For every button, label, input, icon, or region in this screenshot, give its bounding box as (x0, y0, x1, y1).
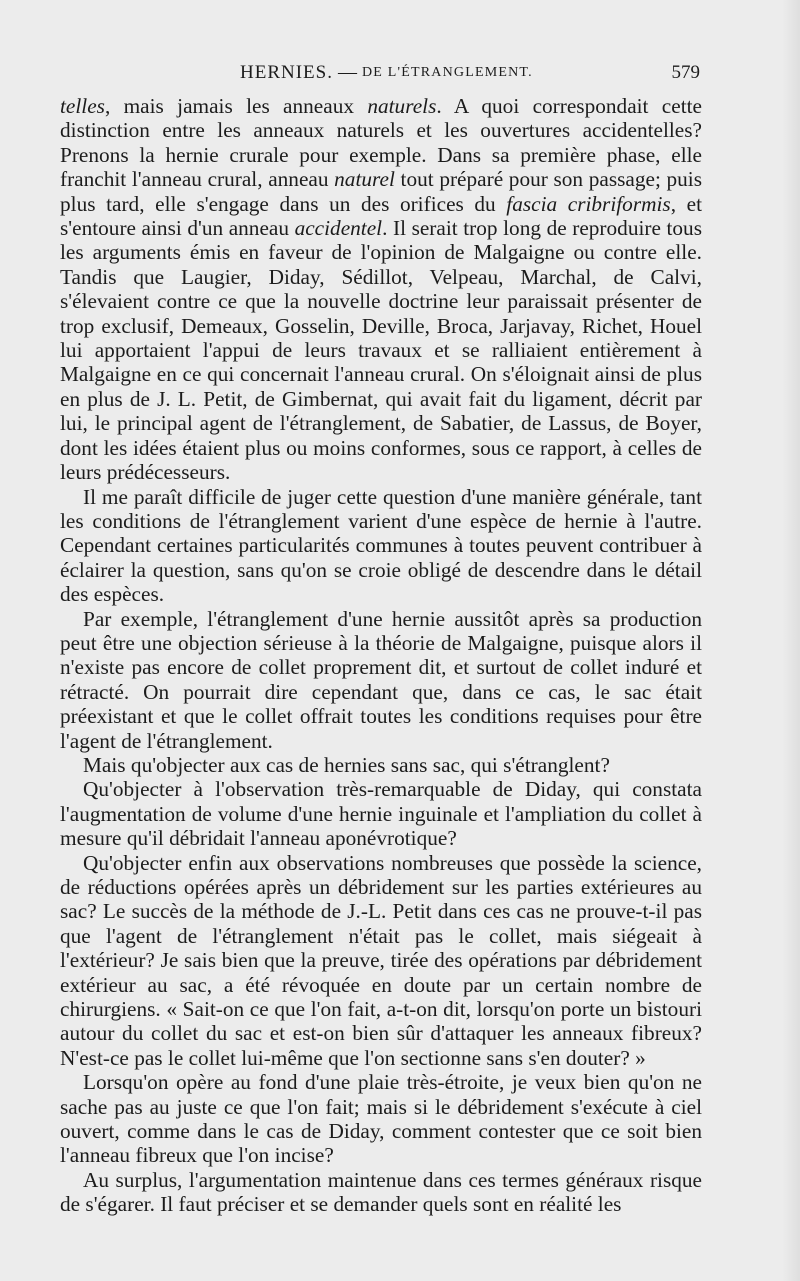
paragraph (60, 753, 702, 777)
running-subtitle: DE L'ÉTRANGLEMENT. (362, 65, 533, 80)
italic-text: accidentel (294, 216, 383, 241)
paragraph (60, 94, 702, 485)
italic-text: naturels (367, 94, 437, 118)
paragraph (60, 607, 702, 753)
paragraph-text: , mais jamais les anneaux (104, 94, 368, 118)
paragraph (60, 777, 702, 850)
running-header (62, 62, 702, 88)
paragraph-text: Il me paraît difficile de juger cette question d'une manière générale, tant les conditions de l'étranglement varient d'une espèce de hernie à l'autre. Cependant certaines particularités communes à toutes peuvent contribuer à éclairer la question, sans qu'on se croie obligé de descendre dans le détail des espèces. (60, 484, 702, 607)
body-text (60, 94, 702, 1217)
paragraph-text: Mais qu'objecter aux cas de hernies sans sac, qui s'étranglent? (83, 752, 610, 777)
paragraph-text: Au surplus, l'argumentation maintenue dans ces termes généraux risque de s'égarer. Il faut préciser et se demander quels sont en réalité les (60, 1167, 702, 1217)
page-number: 579 (671, 62, 700, 83)
paragraph (60, 851, 702, 1071)
paragraph-text: tout préparé pour son passage; puis plus tard, elle s'engage dans un des orifices du (60, 167, 703, 216)
italic-text: fascia cribriformis (506, 191, 671, 216)
paragraph-text: Par exemple, l'étranglement d'une hernie aussitôt après sa production peut être une objection sérieuse à la théorie de Malgaigne, puisque alors il n'existe pas encore de collet proprement dit, et surtout de collet induré et rétracté. On pourrait dire cependant que, dans ce cas, le sac était préexistant et que le collet offrait toutes les conditions requises pour être l'agent de l'étranglement. (60, 606, 702, 753)
paragraph (60, 1168, 702, 1217)
title-separator: — (338, 62, 357, 83)
italic-text: telles (60, 94, 105, 118)
italic-text: naturel (334, 167, 395, 192)
paragraph-text: Lorsqu'on opère au fond d'une plaie très-étroite, je veux bien qu'on ne sache pas au juste ce que l'on fait; mais si le débridement s'exécute à ciel ouvert, comme dans le cas de Diday, comment contester que ce soit bien l'anneau fibreux que l'on incise? (60, 1070, 702, 1168)
paragraph-text: Qu'objecter enfin aux observations nombreuses que possède la science, de réductions opérées après un débridement sur les parties extérieures au sac? Le succès de la méthode de J.-L. Petit dans ces cas ne prouve-t-il pas que l'agent de l'étranglement n'était pas le collet, mais siégeait à l'extérieur? Je sais bien que la preuve, tirée des opérations par débridement extérieur au sac, a été révoquée en doute par un certain nombre de chirurgiens. « Sait-on ce que l'on fait, a-t-on dit, lorsqu'on porte un bistouri autour du collet du sac et est-on bien sûr d'attaquer les anneaux fibreux? N'est-ce pas le collet lui-même que l'on sectionne sans s'en douter? » (60, 850, 702, 1070)
paragraph (60, 1070, 702, 1168)
paragraph-text: Qu'objecter à l'observation très-remarquable de Diday, qui constata l'augmentation de volume d'une hernie inguinale et l'ampliation du collet à mesure qu'il débridait l'anneau aponévrotique? (60, 777, 702, 851)
page-edge-shadow (782, 0, 800, 1281)
paragraph-text: . A quoi correspondait cette distinction entre les anneaux naturels et les ouvertures accidentelles? Prenons la hernie crurale pour exemple. Dans sa première phase, elle franchit l'anneau crural, anneau (60, 94, 702, 192)
paragraph (60, 485, 702, 607)
paragraph-text: . Il serait trop long de reproduire tous les arguments émis en faveur de l'opinion de Malgaigne ou contre elle. Tandis que Laugier, Diday, Sédillot, Velpeau, Marchal, de Calvi, s'élevaient contre ce que la nouvelle doctrine leur paraissait présenter de trop exclusif, Demeaux, Gosselin, Deville, Broca, Jarjavay, Richet, Houel lui apportaient l'appui de leurs travaux et se ralliaient entièrement à Malgaigne en ce qui concernait l'anneau crural. On s'éloignait ainsi de plus en plus de J. L. Petit, de Gimbernat, qui avait fait du ligament, décrit par lui, le principal agent de l'étranglement, de Sabatier, de Lassus, de Boyer, dont les idées étaient plus ou moins conformes, sous ce rapport, à celles de leurs prédécesseurs. (60, 216, 702, 485)
running-title: HERNIES. (240, 62, 333, 83)
paragraph-text: , et s'entoure ainsi d'un anneau (60, 191, 702, 241)
